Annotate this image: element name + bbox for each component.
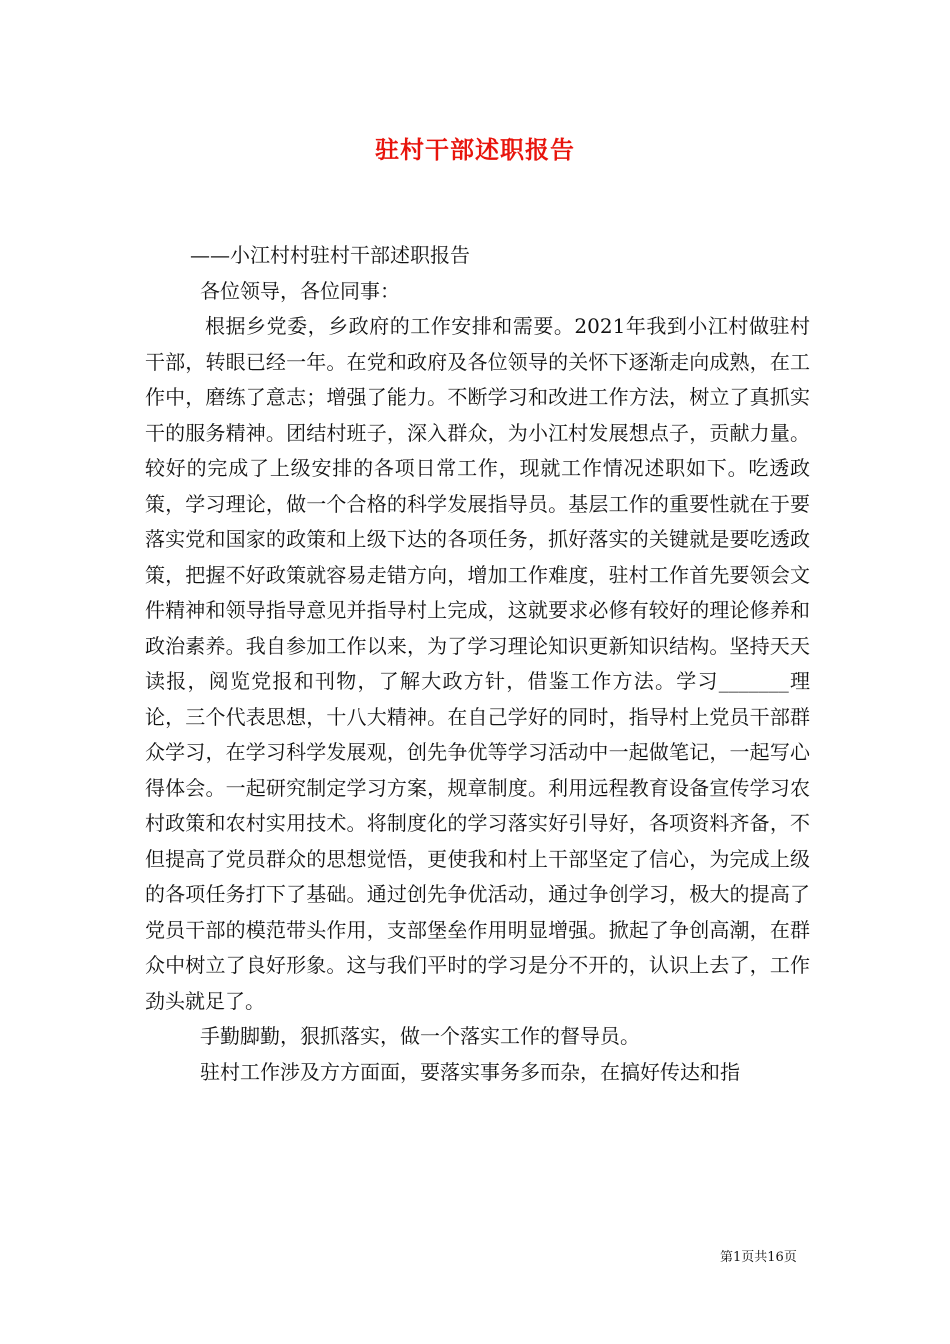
- document-body: [145, 238, 810, 1090]
- paragraph-2: 手勤脚勤，狠抓落实，做一个落实工作的督导员。: [200, 1024, 640, 1048]
- document-subtitle: ——小江村村驻村干部述职报告: [190, 243, 470, 267]
- greeting-line: 各位领导，各位同事：: [200, 278, 400, 303]
- paragraph-3: 驻村工作涉及方方面面，要落实事务多而杂，在搞好传达和指: [200, 1059, 740, 1084]
- document-title: 驻村干部述职报告: [375, 135, 575, 164]
- page-number-footer: 第1页共16页: [720, 1250, 797, 1265]
- paragraph-1: 根据乡党委，乡政府的工作安排和需要。2021年我到小江村做驻村干部，转眼已经一年。在党和政府及各位领导的关怀下逐渐走向成熟，在工作中，磨练了意志；增强了能力。不断学习和改进工作方法，树立了真抓实干的服务精神。团结村班子，深入群众，为小江村发展想点子，贡献力量。较好的完成了上级安排的各项日常工作，现就工作情况述职如下。吃透政策，学习理论，做一个合格的科学发展指导员。基层工作的重要性就在于要落实党和国家的政策和上级下达的各项任务，抓好落实的关键就是要吃透政策，把握不好政策就容易走错方向，增加工作难度，驻村工作首先要领会文件精神和领导指导意见并指导村上完成，这就要求必修有较好的理论修养和政治素养。我自参加工作以来，为了学习理论知识更新知识结构。坚持天天读报，阅览党报和刊物，了解大政方针，借鉴工作方法。学习_______理论，三个代表思想，十八大精神。在自己学好的同时，指导村上党员干部群众学习，在学习科学发展观，创先争优等学习活动中一起做笔记，一起写心得体会。一起研究制定学习方案，规章制度。利用远程教育设备宣传学习农村政策和农村实用技术。将制度化的学习落实好引导好，各项资料齐备，不但提高了党员群众的思想觉悟，更使我和村上干部坚定了信心，为完成上级的各项任务打下了基础。通过创先争优活动，通过争创学习，极大的提高了党员干部的模范带头作用，支部堡垒作用明显增强。掀起了争创高潮，在群众中树立了良好形象。这与我们平时的学习是分不开的，认识上去了，工作劲头就足了。: [145, 314, 810, 1013]
